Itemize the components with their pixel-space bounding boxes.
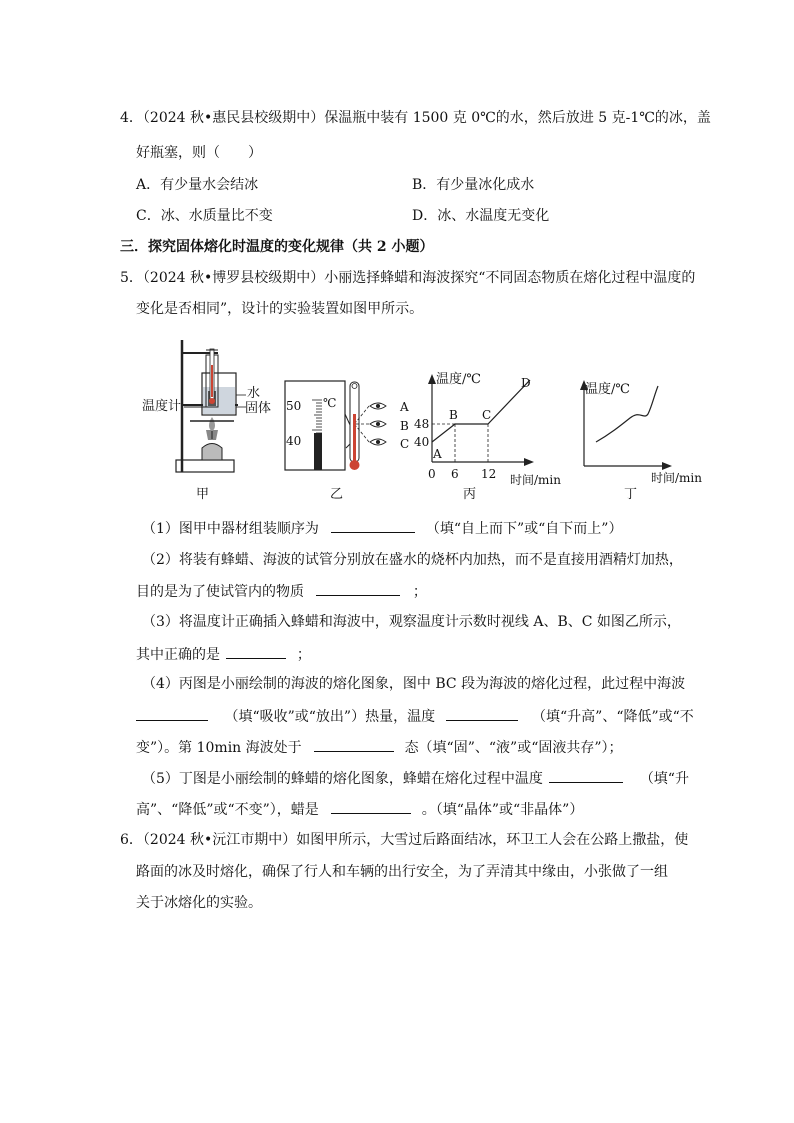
q5-sub1-text-a: （1）图甲中器材组装顺序为 (142, 521, 319, 537)
jia-label-water: 水 (247, 386, 261, 401)
yi-caption: 乙 (330, 487, 344, 502)
q5-sub4-blank-3[interactable] (314, 737, 394, 752)
q5-sub4-blank-2[interactable] (446, 706, 518, 721)
q5-sub4-text-a: （填“吸收”或“放出”）热量，温度 (224, 709, 436, 725)
yi-eye-c: C (400, 437, 410, 451)
q5-sub5-text-d: 。（填“晶体”或“非晶体”） (421, 802, 584, 818)
q5-sub3-line2 (136, 644, 311, 665)
bing-x-6: 6 (451, 467, 459, 481)
q5-sub4-line1: （4）丙图是小丽绘制的海波的熔化图象，图中 BC 段为海波的熔化过程，此过程中海波 (142, 676, 686, 692)
q5-sub4-blank-1[interactable] (136, 706, 208, 721)
bing-caption: 丙 (463, 487, 477, 502)
bing-x-12: 12 (481, 467, 497, 481)
q5-sub3-line1: （3）将温度计正确插入蜂蜡和海波中，观察温度计示数时视线 A、B、C 如图乙所示， (142, 614, 681, 630)
q5-sub5-line1 (142, 768, 689, 789)
jia-caption: 甲 (196, 487, 210, 502)
bing-ylabel: 温度/℃ (436, 372, 481, 387)
yi-unit: ℃ (323, 396, 337, 410)
q5-sub1 (142, 518, 622, 539)
q5-stem-line1: 5．（2024 秋•博罗县校级期中）小丽选择蜂蜡和海波探究“不同固态物质在熔化过程中温度的 (120, 270, 696, 286)
yi-eye-a: A (400, 400, 409, 414)
q6-stem-line3: 关于冰熔化的实验。 (136, 895, 262, 911)
q6-stem-line1: 6．（2024 秋•沅江市期中）如图甲所示，大雪过后路面结冰，环卫工人会在公路上撒盐，使 (120, 832, 689, 848)
jia-label-solid: 固体 (245, 401, 272, 416)
q5-sub3-text-b: ； (296, 647, 311, 663)
bing-y-48: 48 (414, 417, 430, 431)
q5-sub5-line2 (136, 799, 583, 820)
q4-stem-line1: 4．（2024 秋•惠民县校级期中）保温瓶中装有 1500 克 0℃的水，然后放进 5 克-1℃的冰，盖 (120, 110, 711, 126)
q6-stem-line2: 路面的冰及时熔化，确保了行人和车辆的出行安全，为了弄清其中缘由，小张做了一组 (136, 864, 668, 880)
ding-xlabel: 时间/min (651, 471, 702, 485)
yi-scale-50: 50 (286, 399, 302, 413)
q5-sub1-text-b: （填“自上而下”或“自下而上”） (425, 521, 623, 537)
yi-scale-40: 40 (286, 434, 302, 448)
q5-sub4-text-d: 态（填“固”、“液”或“固液共存”）； (404, 740, 623, 756)
bing-point-b: B (449, 408, 458, 422)
bing-xlabel: 时间/min (510, 473, 561, 487)
bing-point-d: D (521, 376, 531, 390)
q4-option-c: C．冰、水质量比不变 (136, 208, 273, 224)
bing-point-c: C (482, 408, 492, 422)
q4-option-b: B．有少量冰化成水 (412, 177, 535, 193)
yi-eye-b: B (400, 419, 409, 433)
q5-sub1-blank[interactable] (331, 518, 415, 533)
q5-sub5-blank-2[interactable] (331, 799, 411, 814)
bing-point-a: A (433, 447, 442, 461)
q5-sub4-text-c: 变”）。第 10min 海波处于 (136, 740, 302, 756)
q5-sub2-text-a: 目的是为了使试管内的物质 (136, 584, 304, 600)
q5-sub2-text-b: ； (412, 584, 427, 600)
q5-sub2-blank[interactable] (316, 581, 400, 596)
jia-label-thermometer: 温度计 (142, 399, 182, 414)
q5-stem-line2: 变化是否相同”，设计的实验装置如图甲所示。 (136, 301, 424, 317)
bing-y-40: 40 (414, 435, 430, 449)
q4-option-a: A．有少量水会结冰 (136, 177, 259, 193)
q5-sub2-line2 (136, 581, 427, 602)
q5-sub5-blank-1[interactable] (549, 768, 623, 783)
q5-sub4-line3 (136, 737, 623, 758)
q5-sub3-text-a: 其中正确的是 (136, 647, 220, 663)
ding-caption: 丁 (624, 487, 638, 502)
q5-sub5-text-b: （填“升 (639, 771, 689, 787)
q5-sub5-text-a: （5）丁图是小丽绘制的蜂蜡的熔化图象，蜂蜡在熔化过程中温度 (142, 771, 543, 787)
q4-stem-line2: 好瓶塞，则（ ） (136, 145, 262, 161)
q5-sub4-line2 (136, 706, 694, 727)
ding-ylabel: 温度/℃ (585, 382, 630, 397)
q5-sub5-text-c: 高”、“降低”或“不变”），蜡是 (136, 802, 319, 818)
q5-sub4-text-b: （填“升高”、“降低”或“不 (532, 709, 694, 725)
q4-option-d: D．冰、水温度无变化 (412, 208, 550, 224)
q5-sub3-blank[interactable] (226, 644, 286, 659)
bing-x-0: 0 (428, 467, 436, 481)
section-3-title: 三．探究固体熔化时温度的变化规律（共 2 小题） (120, 239, 434, 255)
q5-sub2-line1: （2）将装有蜂蜡、海波的试管分别放在盛水的烧杯内加热，而不是直接用酒精灯加热， (142, 552, 683, 568)
figure-yi-thermometer (284, 378, 418, 474)
